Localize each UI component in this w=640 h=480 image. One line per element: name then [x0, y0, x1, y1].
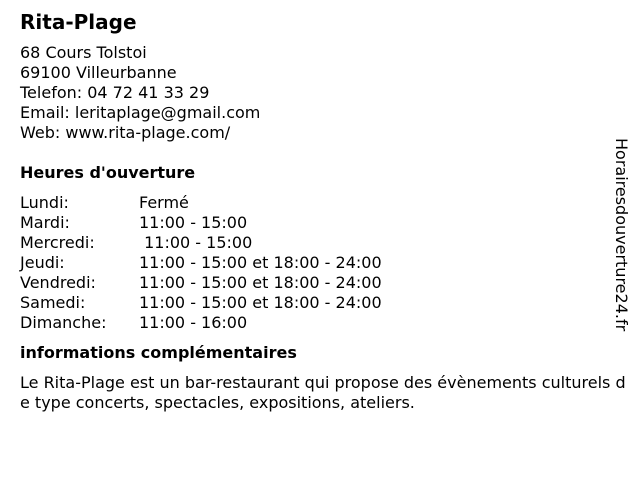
- hours-time: 11:00 - 15:00: [139, 233, 253, 252]
- hours-time: 11:00 - 15:00: [139, 213, 248, 232]
- hours-time: 11:00 - 15:00 et 18:00 - 24:00: [139, 253, 382, 272]
- hours-day: Samedi:: [20, 293, 86, 312]
- hours-row-dimanche: [20, 313, 610, 333]
- hours-time: 11:00 - 15:00 et 18:00 - 24:00: [139, 293, 382, 312]
- phone-number: Telefon: 04 72 41 33 29: [20, 83, 210, 102]
- hours-row-mercredi: [20, 233, 610, 253]
- hours-heading: Heures d'ouverture: [20, 163, 196, 182]
- hours-time: 11:00 - 15:00 et 18:00 - 24:00: [139, 273, 382, 292]
- hours-day: Mardi:: [20, 213, 70, 232]
- hours-row-mardi: [20, 213, 610, 233]
- website-address: Web: www.rita-plage.com/: [20, 123, 231, 142]
- email-address: Email: leritaplage@gmail.com: [20, 103, 261, 122]
- hours-day: Jeudi:: [20, 253, 65, 272]
- hours-day: Vendredi:: [20, 273, 96, 292]
- hours-row-lundi: [20, 193, 610, 213]
- address-street: 68 Cours Tolstoi: [20, 43, 147, 62]
- hours-time: 11:00 - 16:00: [139, 313, 248, 332]
- address-city: 69100 Villeurbanne: [20, 63, 177, 82]
- hours-row-vendredi: [20, 273, 610, 293]
- hours-row-samedi: [20, 293, 610, 313]
- hours-day: Lundi:: [20, 193, 69, 212]
- business-name: Rita-Plage: [20, 10, 137, 34]
- hours-table: [20, 193, 610, 333]
- hours-day: Dimanche:: [20, 313, 107, 332]
- info-description: Le Rita-Plage est un bar-restaurant qui propose des évènements culturels de type concerts, spectacles, expositions, ateliers.: [20, 373, 626, 412]
- info-heading: informations complémentaires: [20, 343, 297, 362]
- hours-row-jeudi: [20, 253, 610, 273]
- address-block: [20, 43, 610, 143]
- hours-day: Mercredi:: [20, 233, 95, 252]
- hours-time: Fermé: [139, 193, 189, 212]
- site-watermark: Horairesdouverture24.fr: [612, 138, 631, 332]
